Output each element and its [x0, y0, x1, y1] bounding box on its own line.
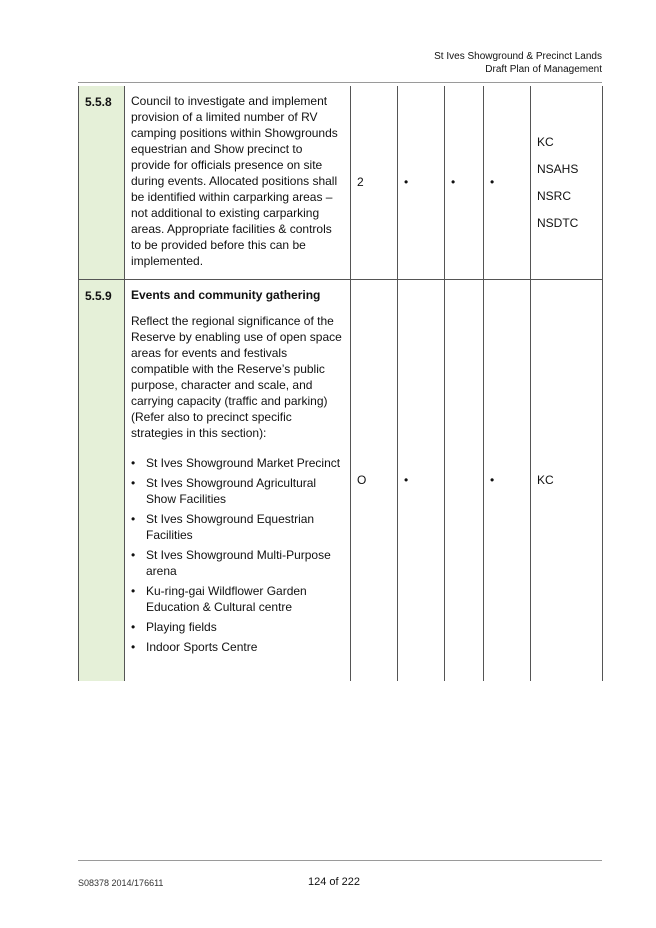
responsibility-item: NSDTC: [537, 215, 579, 230]
responsibility-item: NSRC: [537, 188, 572, 203]
strategy-number: 5.5.8: [79, 86, 125, 279]
bullet-icon: •: [131, 511, 136, 526]
venue-list: [131, 455, 344, 655]
header-divider: [78, 82, 602, 83]
priority-cell: O: [351, 279, 398, 681]
responsibility-item: KC: [537, 134, 554, 149]
bullet-icon: •: [131, 619, 136, 634]
header-subtitle: Draft Plan of Management: [485, 64, 602, 75]
list-item: • Ku-ring-gai Wildflower Garden Education & Cultural centre: [131, 583, 307, 614]
description-text: Council to investigate and implement provision of a limited number of RV camping positions within Showgrounds equestrian and Show precinct to provide for officials presence on site during events. Allocated positions shall be identified within carparking areas – not additional to existing carparking areas. Appropriate facilities & controls to be provided before this can be implemented.: [131, 94, 338, 268]
bullet-icon: •: [131, 639, 136, 654]
document-reference: S08378 2014/176611: [78, 878, 164, 888]
list-item: • St Ives Showground Market Precinct: [131, 455, 341, 470]
strategy-table: [78, 86, 603, 681]
table-row: [79, 279, 603, 681]
timeframe-cell-2: [445, 279, 484, 681]
strategy-number: 5.5.9: [79, 279, 125, 681]
bullet-icon: •: [131, 547, 136, 562]
list-item: • St Ives Showground Agricultural Show Facilities: [131, 475, 317, 506]
list-item: • St Ives Showground Multi-Purpose arena: [131, 547, 331, 578]
timeframe-cell-2: •: [445, 86, 484, 279]
description-text: Reflect the regional significance of the Reserve by enabling use of open space areas for events and festivals compatible with the Reserve’s public purpose, character and scale, and carrying capacity (traffic and parking) (Refer also to precinct specific strategies in this section):: [131, 313, 342, 440]
timeframe-cell-1: •: [398, 86, 445, 279]
footer-divider: [78, 860, 602, 861]
table-row: [79, 86, 603, 279]
list-item: • St Ives Showground Equestrian Facilities: [131, 511, 315, 542]
responsibility-item: KC: [537, 473, 554, 488]
list-item: • Playing fields: [131, 619, 217, 634]
responsibility-item: NSAHS: [537, 161, 579, 176]
list-item: • Indoor Sports Centre: [131, 639, 258, 654]
strategy-title: Events and community gathering: [131, 287, 321, 302]
timeframe-cell-3: •: [484, 279, 531, 681]
header-title: St Ives Showground & Precinct Lands: [434, 51, 602, 62]
responsibility-cell: [531, 86, 603, 279]
page-header: [434, 50, 602, 76]
bullet-icon: •: [131, 583, 136, 598]
page-number: 124 of 222: [308, 876, 360, 888]
timeframe-cell-1: •: [398, 279, 445, 681]
responsibility-cell: [531, 279, 603, 681]
strategy-description: [125, 86, 351, 279]
bullet-icon: •: [131, 455, 136, 470]
strategy-description: [125, 279, 351, 681]
timeframe-cell-3: •: [484, 86, 531, 279]
bullet-icon: •: [131, 475, 136, 490]
priority-cell: 2: [351, 86, 398, 279]
